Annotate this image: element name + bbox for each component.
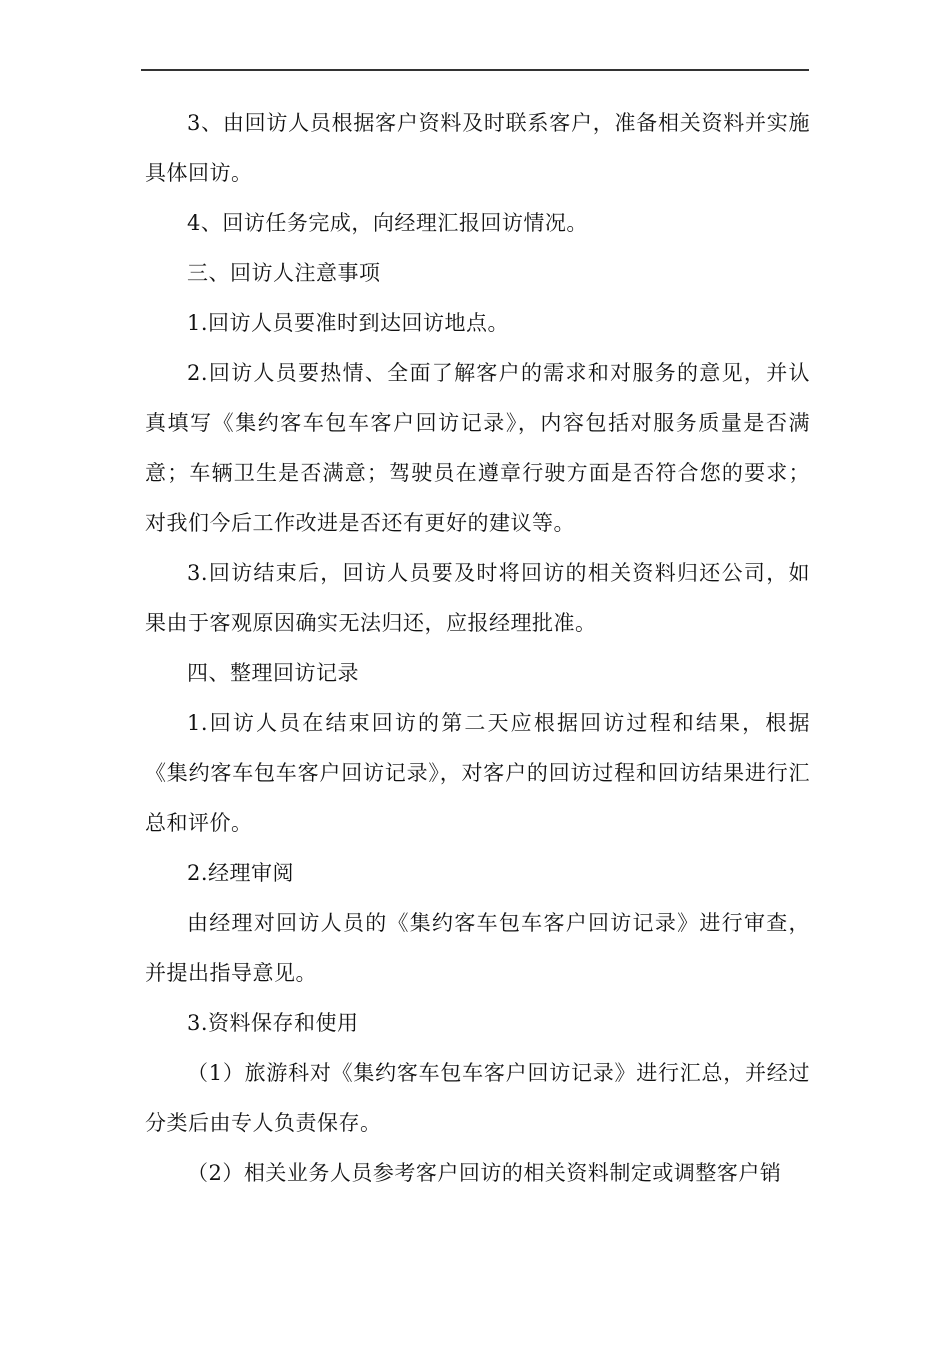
paragraph-step-3: 3、由回访人员根据客户资料及时联系客户，准备相关资料并实施具体回访。 — [145, 111, 810, 185]
paragraph-note-3: 3.回访结束后，回访人员要及时将回访的相关资料归还公司，如果由于客观原因确实无法归还，应报经理批准。 — [145, 561, 810, 635]
paragraph-storage-1: （1）旅游科对《集约客车包车客户回访记录》进行汇总，并经过分类后由专人负责保存。 — [145, 1061, 810, 1135]
subheading-data-storage: 3.资料保存和使用 — [187, 1011, 359, 1035]
paragraph-storage-2: （2）相关业务人员参考客户回访的相关资料制定或调整客户销 — [187, 1161, 782, 1185]
paragraph-step-4: 4、回访任务完成，向经理汇报回访情况。 — [187, 211, 588, 235]
section-heading-notes: 三、回访人注意事项 — [187, 261, 381, 285]
section-heading-records: 四、整理回访记录 — [187, 661, 359, 685]
document-body — [145, 98, 810, 1198]
header-rule — [141, 69, 809, 71]
paragraph-note-1: 1.回访人员要准时到达回访地点。 — [187, 311, 510, 335]
paragraph-manager-review: 由经理对回访人员的《集约客车包车客户回访记录》进行审查，并提出指导意见。 — [145, 911, 810, 985]
subheading-manager-review: 2.经理审阅 — [187, 861, 295, 885]
paragraph-record-1: 1.回访人员在结束回访的第二天应根据回访过程和结果，根据《集约客车包车客户回访记录》，对客户的回访过程和回访结果进行汇总和评价。 — [145, 711, 810, 835]
paragraph-note-2: 2.回访人员要热情、全面了解客户的需求和对服务的意见，并认真填写《集约客车包车客户回访记录》，内容包括对服务质量是否满意；车辆卫生是否满意；驾驶员在遵章行驶方面是否符合您的要求；对我们今后工作改进是否还有更好的建议等。 — [145, 361, 810, 535]
